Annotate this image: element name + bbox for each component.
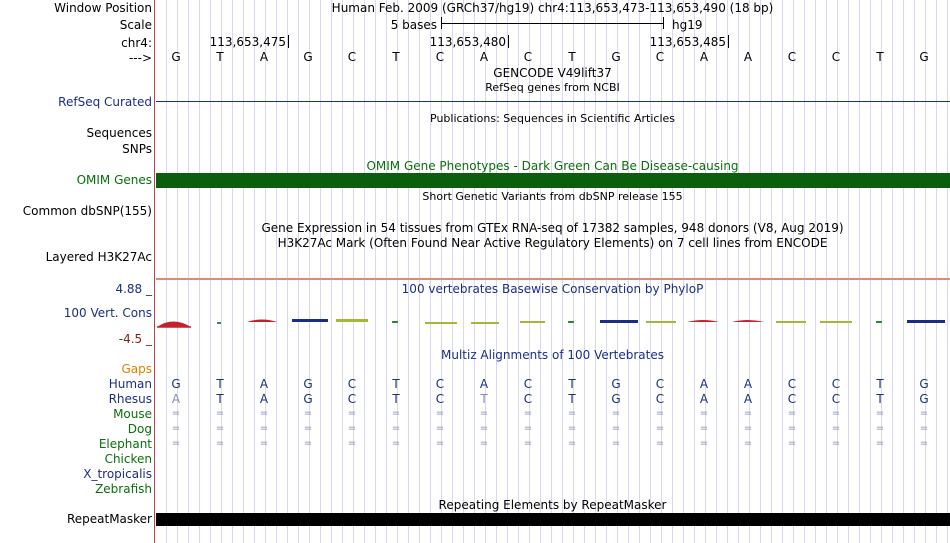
cons-min-label: -4.5 _ [118, 332, 152, 346]
alignment-cell: A [479, 377, 489, 391]
alignment-cell: A [699, 377, 709, 391]
base-letter: T [876, 50, 884, 64]
alignment-cell: C [655, 377, 665, 391]
base-letter: T [568, 50, 576, 64]
alignment-cell: = [699, 438, 709, 449]
base-letter: C [347, 50, 357, 64]
dbsnp-title[interactable]: Short Genetic Variants from dbSNP release 155 [422, 190, 683, 203]
base-letter: A [743, 50, 753, 64]
base-letter: C [831, 50, 841, 64]
alignment-cell: = [655, 423, 665, 434]
alignment-cell: = [303, 423, 313, 434]
alignment-cell: = [435, 438, 445, 449]
alignment-cell: = [215, 423, 225, 434]
repeatmasker-title[interactable]: Repeating Elements by RepeatMasker [438, 498, 667, 512]
h3k27ac-label[interactable]: Layered H3K27Ac [45, 250, 152, 264]
cons-max-label: 4.88 _ [115, 282, 152, 296]
repeatmasker-label[interactable]: RepeatMasker [66, 512, 152, 526]
alignment-cell: = [875, 438, 885, 449]
alignment-cell: = [611, 438, 621, 449]
alignment-cell: G [171, 377, 181, 391]
alignment-cell: = [259, 438, 269, 449]
omim-title[interactable]: OMIM Gene Phenotypes - Dark Green Can Be Disease-causing [366, 159, 739, 173]
alignment-cell: = [831, 423, 841, 434]
species-label[interactable]: Rhesus [108, 392, 152, 406]
alignment-cell: = [479, 408, 489, 419]
cons-peak [247, 320, 277, 323]
alignment-cell: C [347, 377, 357, 391]
repeatmasker-bar[interactable] [156, 513, 950, 526]
coord-tick: 113,653,485 [643, 35, 729, 48]
alignment-cell: = [391, 438, 401, 449]
alignment-cell: G [919, 392, 929, 406]
conservation-wiggle[interactable] [155, 310, 950, 332]
alignment-cell: T [568, 392, 576, 406]
alignment-cell: = [743, 438, 753, 449]
alignment-cell: = [347, 438, 357, 449]
alignment-cell: G [611, 377, 621, 391]
chrom-label: chr4: [121, 36, 152, 50]
base-letter: G [611, 50, 621, 64]
alignment-cell: = [391, 423, 401, 434]
alignment-cell: = [171, 438, 181, 449]
alignment-cell: T [392, 392, 400, 406]
snps-label[interactable]: SNPs [122, 142, 152, 156]
scale-bar [441, 16, 664, 30]
multiz-title[interactable]: Multiz Alignments of 100 Vertebrates [440, 348, 665, 362]
alignment-cell: = [699, 423, 709, 434]
alignment-cell: T [876, 377, 884, 391]
alignment-cell: C [435, 392, 445, 406]
alignment-cell: A [171, 392, 181, 406]
cons-dip [907, 320, 945, 323]
alignment-cell: = [787, 408, 797, 419]
cons-dip [336, 319, 368, 322]
alignment-cell: T [568, 377, 576, 391]
alignment-cell: C [655, 392, 665, 406]
cons-peak [157, 322, 191, 328]
alignment-cell: = [523, 408, 533, 419]
alignment-cell: = [479, 438, 489, 449]
alignment-cell: = [655, 438, 665, 449]
h3k27ac-signal-line[interactable] [156, 278, 950, 280]
scale-label: Scale [119, 18, 152, 32]
position-title: Human Feb. 2009 (GRCh37/hg19) chr4:113,653,473-113,653,490 (18 bp) [331, 1, 774, 15]
base-letter: C [523, 50, 533, 64]
alignment-cell: = [567, 408, 577, 419]
cons-label[interactable]: 100 Vert. Cons [63, 306, 152, 320]
base-letter: C [435, 50, 445, 64]
base-letter: G [303, 50, 313, 64]
alignment-cell: = [919, 423, 929, 434]
alignment-cell: C [831, 377, 841, 391]
alignment-cell: C [435, 377, 445, 391]
species-label[interactable]: Dog [127, 422, 152, 436]
alignment-cell: A [259, 377, 269, 391]
alignment-cell: C [787, 377, 797, 391]
strand-label: ---> [128, 51, 152, 65]
alignment-cell: G [303, 392, 313, 406]
alignment-cell: C [523, 377, 533, 391]
alignment-cell: T [216, 392, 224, 406]
alignment-cell: C [831, 392, 841, 406]
cons-peak [687, 320, 719, 322]
alignment-cell: G [611, 392, 621, 406]
alignment-cell: = [215, 408, 225, 419]
alignment-cell: = [303, 438, 313, 449]
alignment-cell: A [743, 377, 753, 391]
species-label[interactable]: Chicken [104, 452, 152, 466]
cons-title[interactable]: 100 vertebrates Basewise Conservation by PhyloP [401, 282, 704, 296]
dbsnp-label[interactable]: Common dbSNP(155) [22, 204, 152, 218]
base-letter: A [259, 50, 269, 64]
alignment-cell: = [567, 438, 577, 449]
gtex-title[interactable]: Gene Expression in 54 tissues from GTEx RNA-seq of 17382 samples, 948 donors (V8, Aug 2019) [261, 221, 844, 235]
alignment-cell: T [392, 377, 400, 391]
coord-tick: 113,653,480 [423, 35, 509, 48]
alignment-cell: G [303, 377, 313, 391]
alignment-cell: = [259, 408, 269, 419]
alignment-cell: = [347, 423, 357, 434]
alignment-cell: = [347, 408, 357, 419]
alignment-cell: C [347, 392, 357, 406]
alignment-cell: = [611, 423, 621, 434]
alignment-cell: A [743, 392, 753, 406]
species-label[interactable]: Mouse [113, 407, 152, 421]
alignment-cell: = [567, 423, 577, 434]
alignment-cell: = [743, 423, 753, 434]
base-letter: A [479, 50, 489, 64]
refseq-title[interactable]: RefSeq genes from NCBI [485, 81, 620, 94]
cons-dip [600, 320, 638, 323]
alignment-cell: T [876, 392, 884, 406]
alignment-cell: = [171, 423, 181, 434]
alignment-cell: = [171, 408, 181, 419]
base-letter: T [392, 50, 400, 64]
alignment-cell: = [435, 408, 445, 419]
base-letter: G [171, 50, 181, 64]
species-label[interactable]: X_tropicalis [83, 467, 152, 481]
alignment-cell: T [216, 377, 224, 391]
base-letter: G [919, 50, 929, 64]
alignment-cell: = [875, 423, 885, 434]
gencode-title[interactable]: GENCODE V49lift37 [493, 66, 612, 80]
omim-label[interactable]: OMIM Genes [76, 173, 152, 187]
gaps-label[interactable]: Gaps [121, 362, 152, 376]
alignment-cell: = [523, 423, 533, 434]
alignment-cell: = [479, 423, 489, 434]
alignment-cell: = [611, 408, 621, 419]
alignment-cell: = [523, 438, 533, 449]
publications-title[interactable]: Publications: Sequences in Scientific Articles [430, 112, 675, 125]
alignment-cell: C [787, 392, 797, 406]
alignment-cell: = [435, 423, 445, 434]
alignment-cell: = [655, 408, 665, 419]
base-letter: A [699, 50, 709, 64]
sequences-label[interactable]: Sequences [86, 126, 152, 140]
alignment-cell: = [831, 438, 841, 449]
alignment-cell: = [919, 408, 929, 419]
window-position-label: Window Position [54, 1, 152, 15]
cons-peak [732, 320, 764, 322]
alignment-cell: = [215, 438, 225, 449]
alignment-cell: G [919, 377, 929, 391]
coord-tick: 113,653,475 [203, 35, 289, 48]
alignment-cell: A [699, 392, 709, 406]
base-letter: C [787, 50, 797, 64]
alignment-cell: = [787, 423, 797, 434]
alignment-cell: = [699, 408, 709, 419]
scale-text: 5 bases [390, 18, 437, 32]
species-label[interactable]: Elephant [98, 437, 152, 451]
omim-gene-bar[interactable] [156, 173, 950, 188]
alignment-cell: T [480, 392, 488, 406]
species-label[interactable]: Human [108, 377, 152, 391]
cons-dip [292, 319, 328, 322]
alignment-cell: A [259, 392, 269, 406]
alignment-cell: C [523, 392, 533, 406]
base-letter: T [216, 50, 224, 64]
h3k27ac-title[interactable]: H3K27Ac Mark (Often Found Near Active Regulatory Elements) on 7 cell lines from ENCODE [277, 236, 828, 250]
refseq-label[interactable]: RefSeq Curated [58, 95, 152, 109]
assembly-label: hg19 [672, 18, 703, 32]
alignment-cell: = [743, 408, 753, 419]
alignment-cell: = [831, 408, 841, 419]
refseq-track-line[interactable] [156, 101, 950, 102]
species-label[interactable]: Zebrafish [95, 482, 152, 496]
alignment-cell: = [787, 438, 797, 449]
alignment-cell: = [391, 408, 401, 419]
alignment-cell: = [919, 438, 929, 449]
alignment-cell: = [303, 408, 313, 419]
alignment-cell: = [259, 423, 269, 434]
base-letter: C [655, 50, 665, 64]
alignment-cell: = [875, 408, 885, 419]
